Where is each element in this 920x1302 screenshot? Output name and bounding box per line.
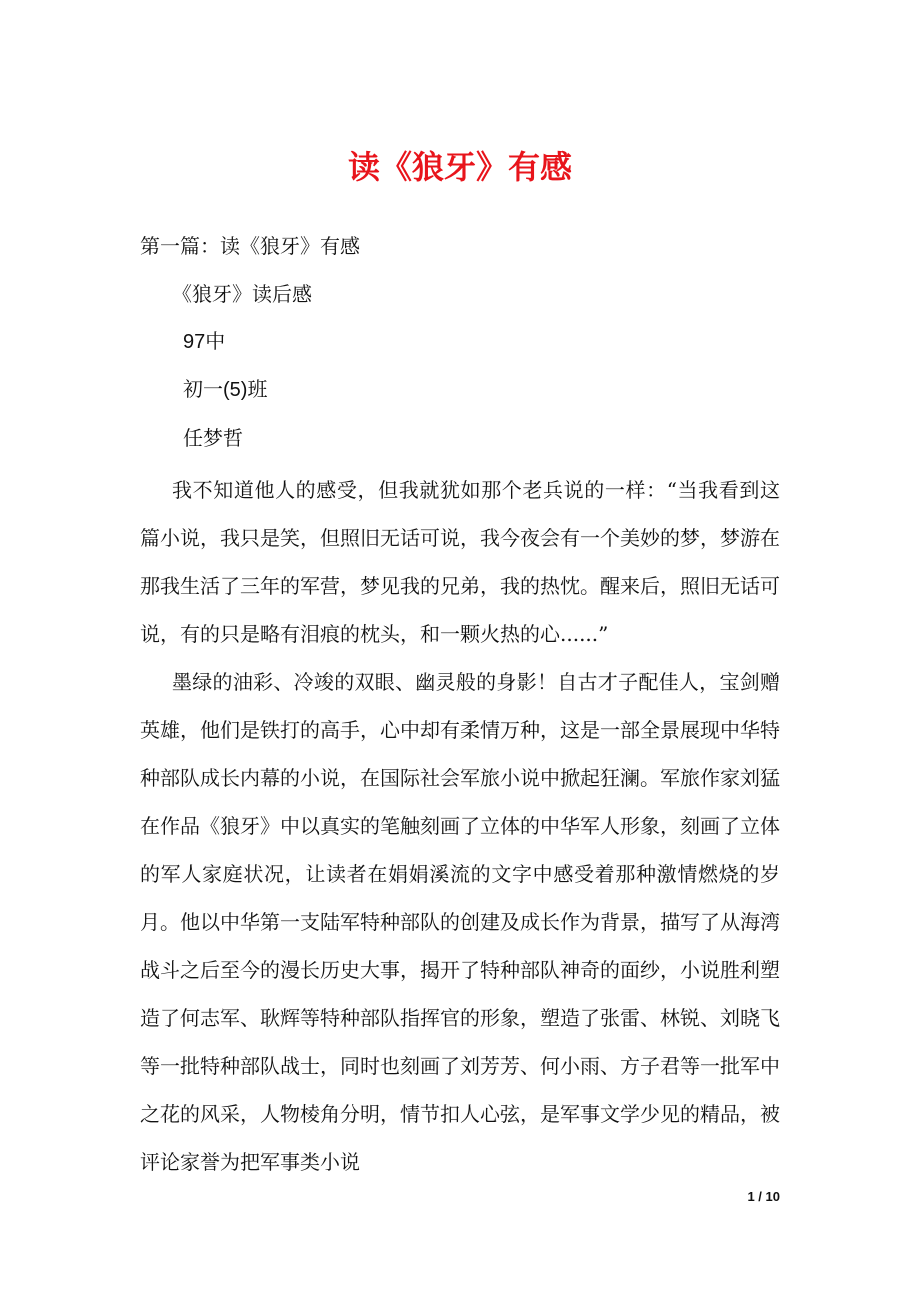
section-heading: 第一篇：读《狼牙》有感	[140, 234, 360, 258]
essay-body	[140, 466, 780, 1186]
document-title: 读《狼牙》有感	[347, 148, 572, 186]
paragraph-1: 我不知道他人的感受，但我就犹如那个老兵说的一样：“当我看到这篇小说，我只是笑，但照旧无话可说，我今夜会有一个美妙的梦，梦游在那我生活了三年的军营，梦见我的兄弟，我的热忱。醒来后，照旧无话可说，有的只是略有泪痕的枕头，和一颗火热的心......”	[140, 478, 780, 646]
page-number: 1 / 10	[747, 1189, 780, 1204]
essay-subtitle: 《狼牙》读后感	[172, 282, 312, 306]
author-name: 任梦哲	[183, 426, 243, 450]
class-name: 初一(5)班	[183, 379, 268, 401]
school-name: 97中	[183, 331, 226, 353]
paragraph-2: 墨绿的油彩、冷竣的双眼、幽灵般的身影！自古才子配佳人，宝剑赠英雄，他们是铁打的高手，心中却有柔情万种，这是一部全景展现中华特种部队成长内幕的小说，在国际社会军旅小说中掀起狂澜。军旅作家刘猛在作品《狼牙》中以真实的笔触刻画了立体的中华军人形象，刻画了立体的军人家庭状况，让读者在娟娟溪流的文字中感受着那种激情燃烧的岁月。他以中华第一支陆军特种部队的创建及成长作为背景，描写了从海湾战斗之后至今的漫长历史大事，揭开了特种部队神奇的面纱，小说胜利塑造了何志军、耿辉等特种部队指挥官的形象，塑造了张雷、林锐、刘晓飞等一批特种部队战士，同时也刻画了刘芳芳、何小雨、方子君等一批军中之花的风采，人物棱角分明，情节扣人心弦，是军事文学少见的精品，被评论家誉为把军事类小说	[140, 670, 780, 1174]
